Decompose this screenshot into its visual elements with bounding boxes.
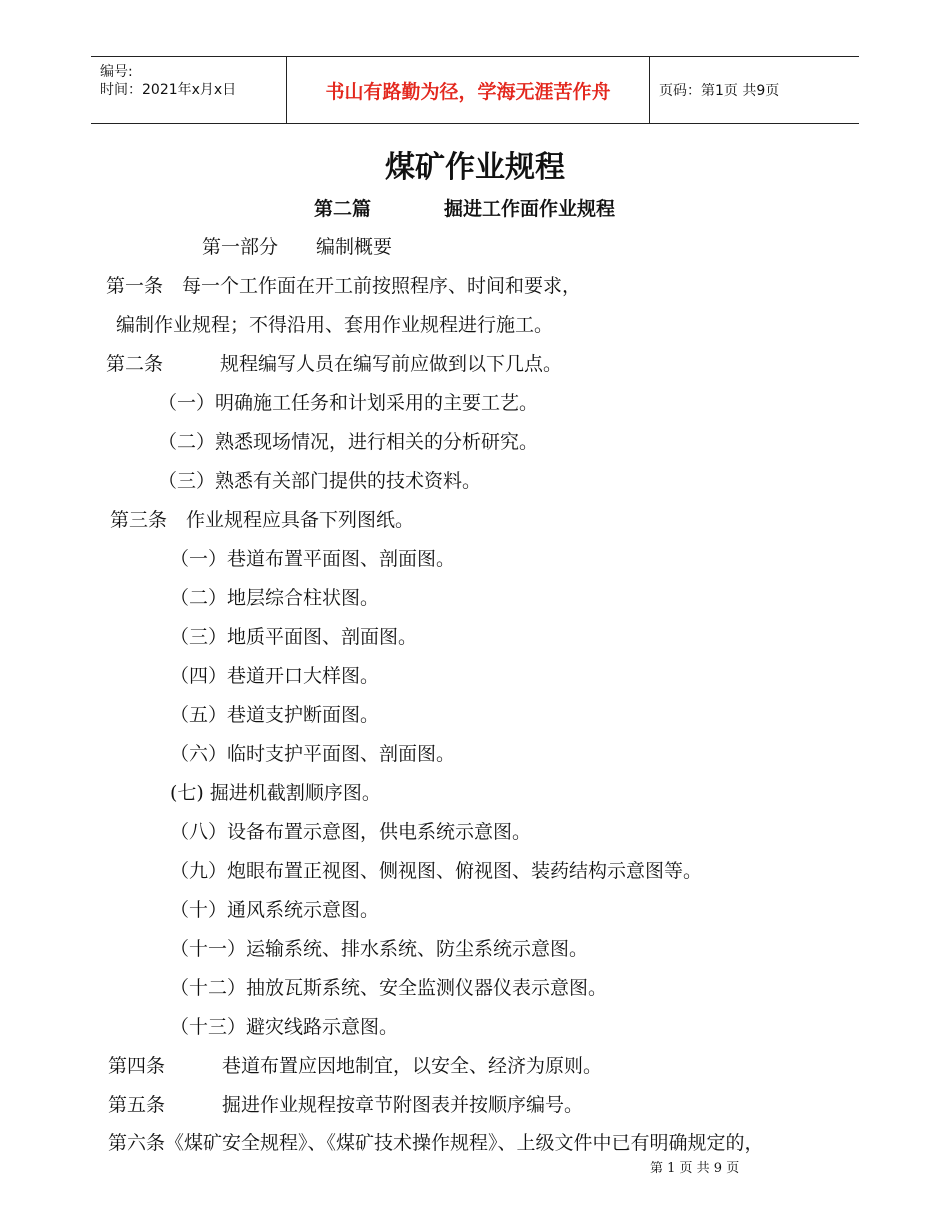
text-line: 第二条 规程编写人员在编写前应做到以下几点。 [106, 353, 563, 375]
header-page-info: 页码：第1页 共9页 [659, 83, 780, 99]
text-line: 第三条 作业规程应具备下列图纸。 [110, 509, 415, 531]
text-line: 第五条 掘进作业规程按章节附图表并按顺序编号。 [108, 1094, 584, 1116]
list-item: （六）临时支护平面图、剖面图。 [170, 743, 456, 765]
list-item: （三）地质平面图、剖面图。 [170, 626, 418, 648]
subtitle-part: 第二篇 [314, 198, 372, 220]
list-item: （十）通风系统示意图。 [170, 899, 380, 921]
subtitle-name: 掘进工作面作业规程 [444, 198, 616, 220]
list-item: （十一）运输系统、排水系统、防尘系统示意图。 [170, 938, 589, 960]
header-motto: 书山有路勤为径，学海无涯苦作舟 [287, 57, 650, 123]
list-item: （九）炮眼布置正视图、侧视图、俯视图、装药结构示意图等。 [170, 860, 703, 882]
list-item: （五）巷道支护断面图。 [170, 704, 380, 726]
list-item: （一）巷道布置平面图、剖面图。 [170, 548, 456, 570]
header-meta-cell [91, 57, 287, 123]
list-item: （八）设备布置示意图，供电系统示意图。 [170, 821, 532, 843]
list-item: （一）明确施工任务和计划采用的主要工艺。 [158, 392, 539, 414]
document-time-label: 时间：2021年x月x日 [100, 82, 237, 98]
text-line: 第四条 巷道布置应因地制宜，以安全、经济为原则。 [108, 1055, 603, 1077]
text-line: 编制作业规程；不得沿用、套用作业规程进行施工。 [116, 314, 554, 336]
list-item: （二）熟悉现场情况，进行相关的分析研究。 [158, 431, 539, 453]
list-item: （十三）避灾线路示意图。 [170, 1016, 399, 1038]
list-item: （四）巷道开口大样图。 [170, 665, 380, 687]
page-footer: 第 1 页 共 9 页 [650, 1161, 740, 1176]
list-item: (七) 掘进机截割顺序图。 [170, 782, 381, 804]
list-item: （十二）抽放瓦斯系统、安全监测仪器仪表示意图。 [170, 977, 608, 999]
document-title: 煤矿作业规程 [385, 150, 565, 185]
text-line: 第一条 每一个工作面在开工前按照程序、时间和要求， [106, 275, 582, 297]
list-item: （二）地层综合柱状图。 [170, 587, 380, 609]
section-heading: 第一部分 编制概要 [202, 236, 393, 258]
header-table [91, 56, 859, 124]
list-item: （三）熟悉有关部门提供的技术资料。 [158, 470, 482, 492]
document-number-label: 编号: [100, 64, 133, 80]
text-line: 第六条《煤矿安全规程》、《煤矿技术操作规程》、上级文件中已有明确规定的， [108, 1132, 764, 1154]
